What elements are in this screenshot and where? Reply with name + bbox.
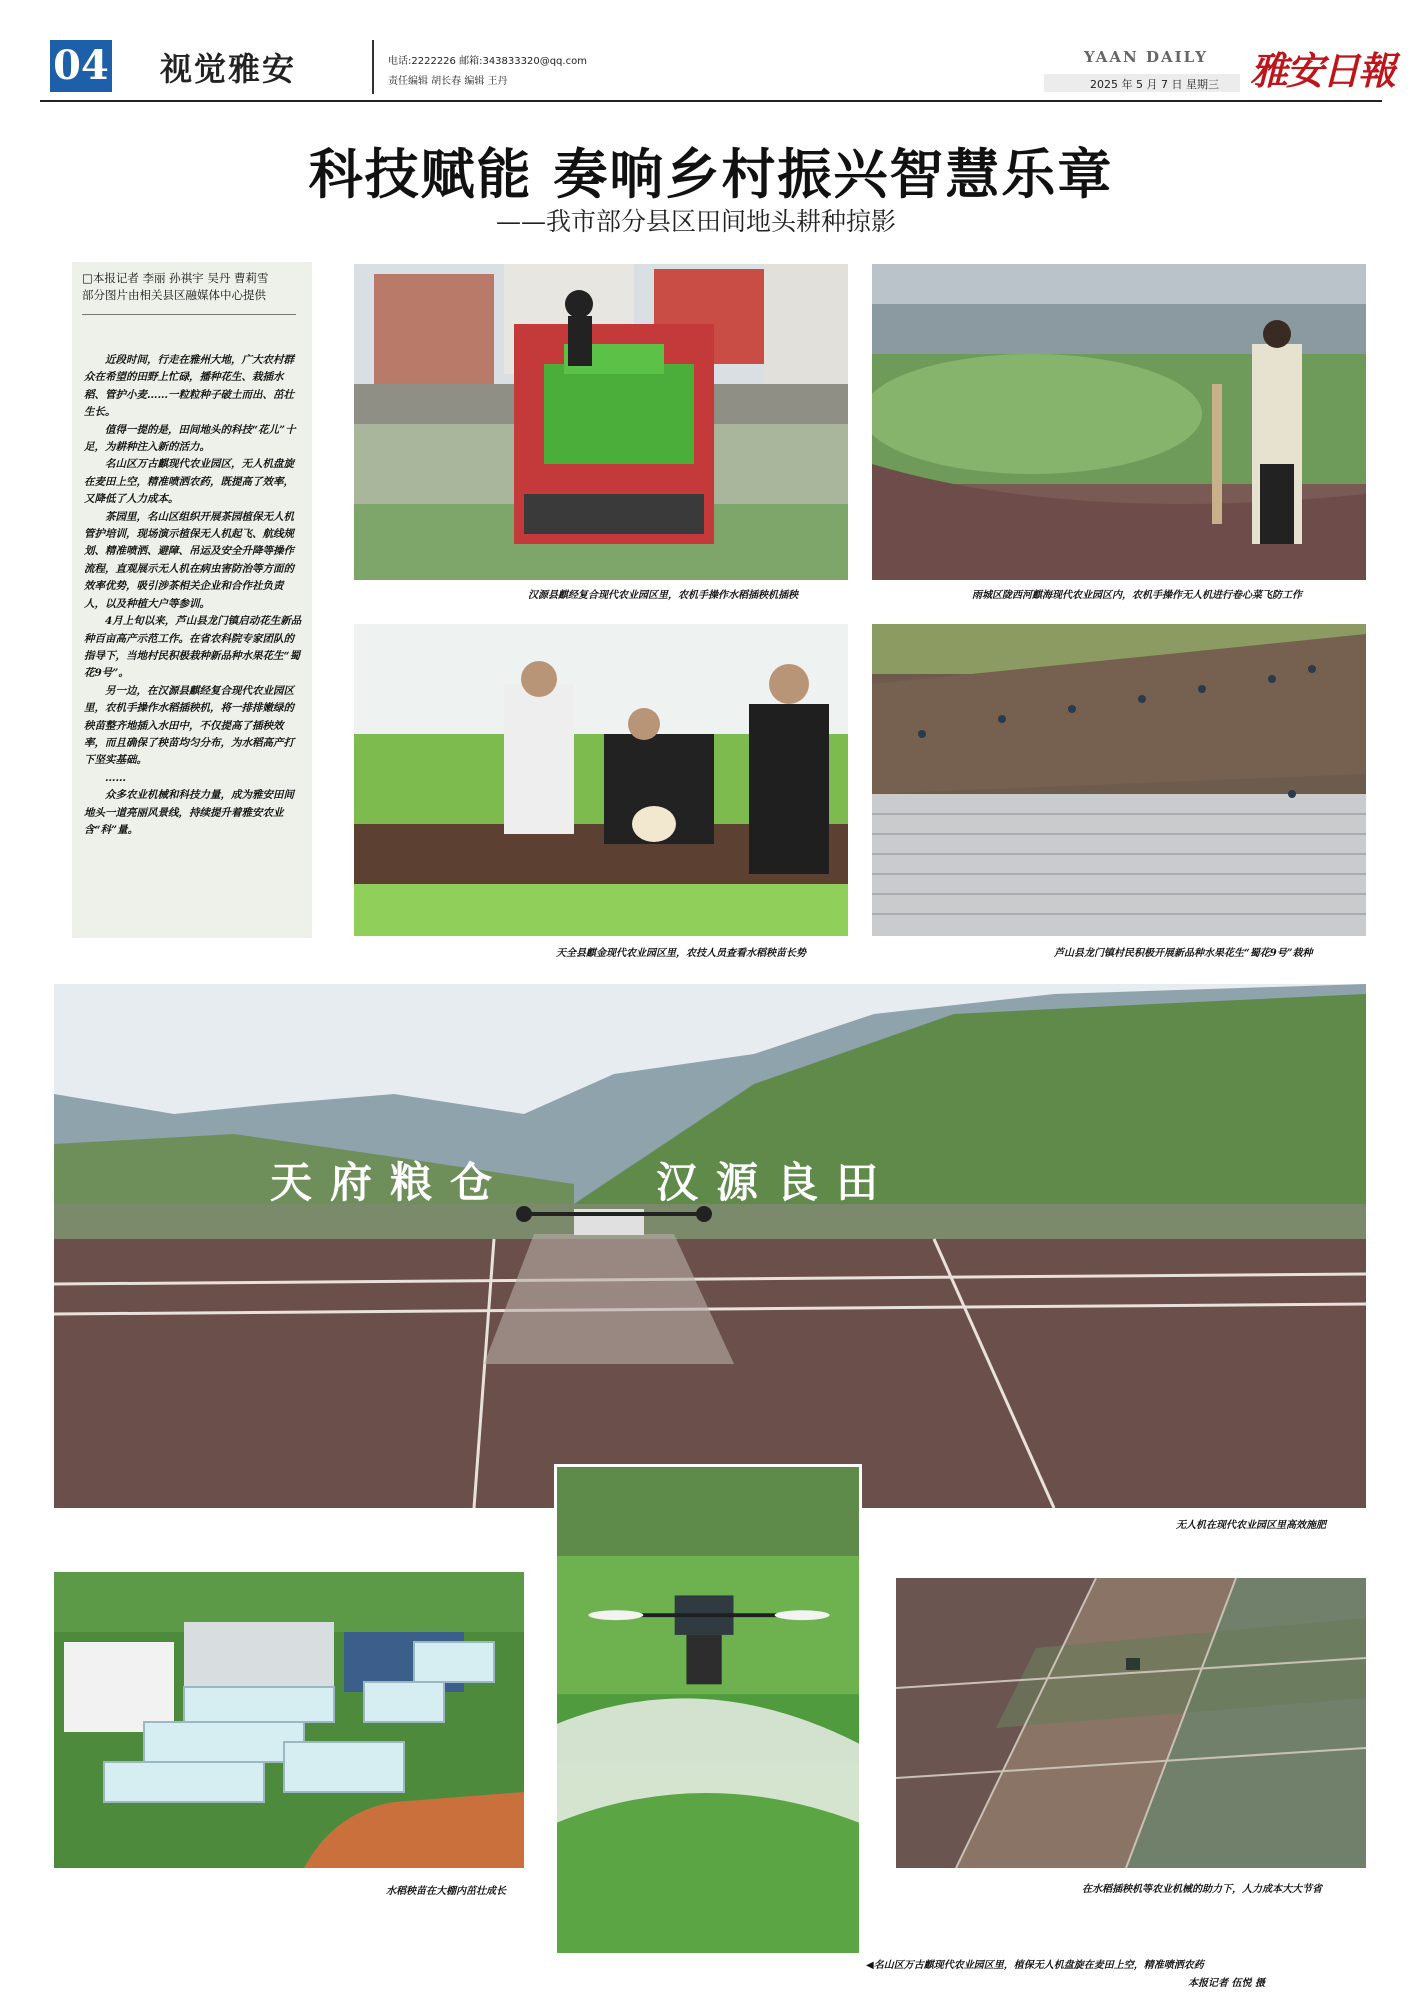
caption-photo-7: ◀名山区万古麒现代农业园区里，植保无人机盘旋在麦田上空，精准喷洒农药 [866, 1960, 1204, 1971]
caption-photo-3: 天全县麒金现代农业园区里，农技人员查看水稻秧苗长势 [556, 948, 806, 959]
photo-rice-transplanter [354, 264, 848, 580]
sign-right: 汉源良田 [656, 1158, 897, 1207]
photo-credit: 部分图片由相关县区融媒体中心提供 [82, 288, 266, 302]
sign-left: 天府粮仓 [270, 1158, 511, 1207]
photo-drone-fertilizing [54, 984, 1366, 1508]
reporters: □本报记者 李丽 孙祺宇 吴丹 曹莉雪 [82, 271, 269, 285]
paragraph: …… [105, 771, 126, 784]
caption-photo-5: 无人机在现代农业园区里高效施肥 [1176, 1520, 1326, 1531]
caption-photo-8: 在水稻插秧机等农业机械的助力下，人力成本大大节省 [1082, 1884, 1322, 1895]
photo-fields-aerial [896, 1578, 1366, 1868]
caption-photo-1: 汉源县麒经复合现代农业园区里，农机手操作水稻插秧机插秧 [528, 590, 798, 601]
photo-seedling-check [354, 624, 848, 936]
paragraph: 近段时间，行走在雅州大地，广大农村群众在希望的田野上忙碌，播种花生、栽插水稻、管护小麦……一粒粒种子破土而出、茁壮生长。 [84, 354, 294, 419]
photo-peanut-planting [872, 624, 1366, 936]
paragraph: 值得一提的是，田间地头的科技“花儿”十足，为耕种注入新的活力。 [84, 423, 296, 454]
photo-greenhouses [54, 1572, 524, 1868]
photo-cabbage-drone [872, 264, 1366, 580]
headline: 科技赋能 奏响乡村振兴智慧乐章 [308, 142, 1114, 206]
section-title: 视觉雅安 [160, 50, 297, 88]
newspaper-logo: 雅安日報 [1250, 48, 1395, 93]
contact-info: 电话:2222226 邮箱:343833320@qq.com [388, 56, 587, 67]
paragraph: 茶园里，名山区组织开展茶园植保无人机管护培训，现场演示植保无人机起飞、航线规划、精准喷洒、避障、吊运及安全升降等操作流程，直观展示无人机在病虫害防治等方面的效率优势，吸引涉茶相关企业和合作社负责人，以及种植大户等参训。 [84, 510, 294, 610]
column-divider [82, 314, 296, 315]
paragraph: 众多农业机械和科技力量，成为雅安田间地头一道亮丽风景线，持续提升着雅安农业含“科”量。 [84, 789, 294, 836]
byline [82, 270, 302, 304]
caption-photo-4: 芦山县龙门镇村民积极开展新品种水果花生“蜀花9号”栽种 [1054, 948, 1313, 959]
header-rule [40, 100, 1382, 102]
photo-credit-7: 本报记者 伍悦 摄 [1188, 1978, 1265, 1989]
paragraph: 另一边，在汉源县麒经复合现代农业园区里，农机手操作水稻插秧机，将一排排嫩绿的秧苗整齐地插入水田中，不仅提高了插秧效率，而且确保了秧苗均匀分布，为水稻高产打下坚实基础。 [84, 684, 294, 767]
issue-date: 2025 年 5 月 7 日 星期三 [1090, 78, 1219, 91]
page-number: 04 [50, 40, 112, 92]
paper-name-en: YAAN DAILY [1084, 48, 1208, 66]
photo-wheat-drone [554, 1464, 862, 1956]
article-body [84, 352, 302, 839]
paragraph: 4月上旬以来，芦山县龙门镇启动花生新品种百亩高产示范工作。在省农科院专家团队的指导下，当地村民积极栽种新品种水果花生“蜀花9号”。 [84, 615, 302, 680]
subheadline: ——我市部分县区田间地头耕种掠影 [496, 207, 897, 236]
paragraph: 名山区万古麒现代农业园区，无人机盘旋在麦田上空，精准喷洒农药，既提高了效率，又降低了人力成本。 [84, 458, 294, 506]
caption-photo-2: 雨城区陇西河麒海现代农业园区内，农机手操作无人机进行卷心菜飞防工作 [972, 590, 1302, 601]
caption-photo-6: 水稻秧苗在大棚内茁壮成长 [386, 1886, 506, 1897]
header-divider [372, 40, 374, 94]
editors-info: 责任编辑 胡长春 编辑 王丹 [388, 76, 508, 87]
